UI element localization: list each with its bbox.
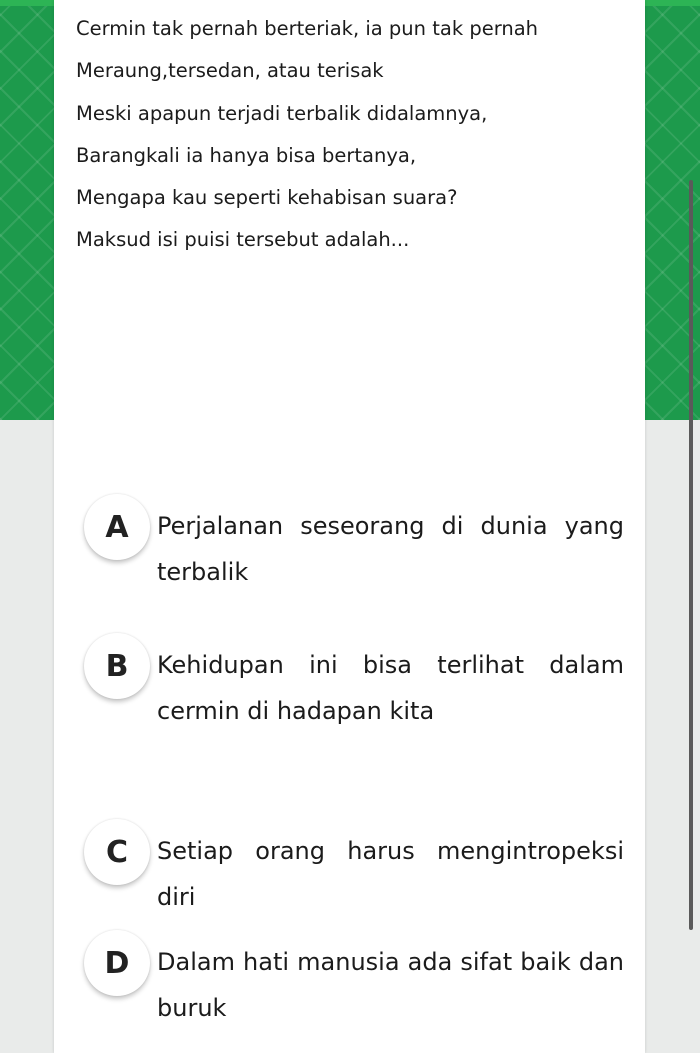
option-text-c: Setiap orang harus mengintropeksi diri [157,837,624,911]
option-letter-c: C [84,819,150,885]
question-line: Cermin tak pernah berteriak, ia pun tak pernah [76,17,539,40]
option-letter-d: D [84,930,150,996]
answer-option-c[interactable] [84,819,624,929]
option-letter-b: B [84,633,150,699]
question-line: Meraung,tersedan, atau terisak [76,59,384,83]
question-line: Meski apapun terjadi terbalik didalamnya, [76,101,488,125]
question-line: Mengapa kau seperti kehabisan suara? [76,186,458,209]
option-text-a: Perjalanan seseorang di dunia yang terbalik [157,512,624,586]
question-text [76,14,616,255]
question-prompt: Maksud isi puisi tersebut adalah... [76,228,410,252]
option-text-b: Kehidupan ini bisa terlihat dalam cermin di hadapan kita [157,651,624,725]
option-text-d: Dalam hati manusia ada sifat baik dan buruk [157,948,624,1022]
scrollbar[interactable] [689,180,693,930]
answer-option-a[interactable] [84,494,624,604]
answer-option-b[interactable] [84,633,624,743]
answer-option-d[interactable] [84,930,624,1040]
option-letter-a: A [84,494,150,560]
question-line: Barangkali ia hanya bisa bertanya, [76,143,417,167]
